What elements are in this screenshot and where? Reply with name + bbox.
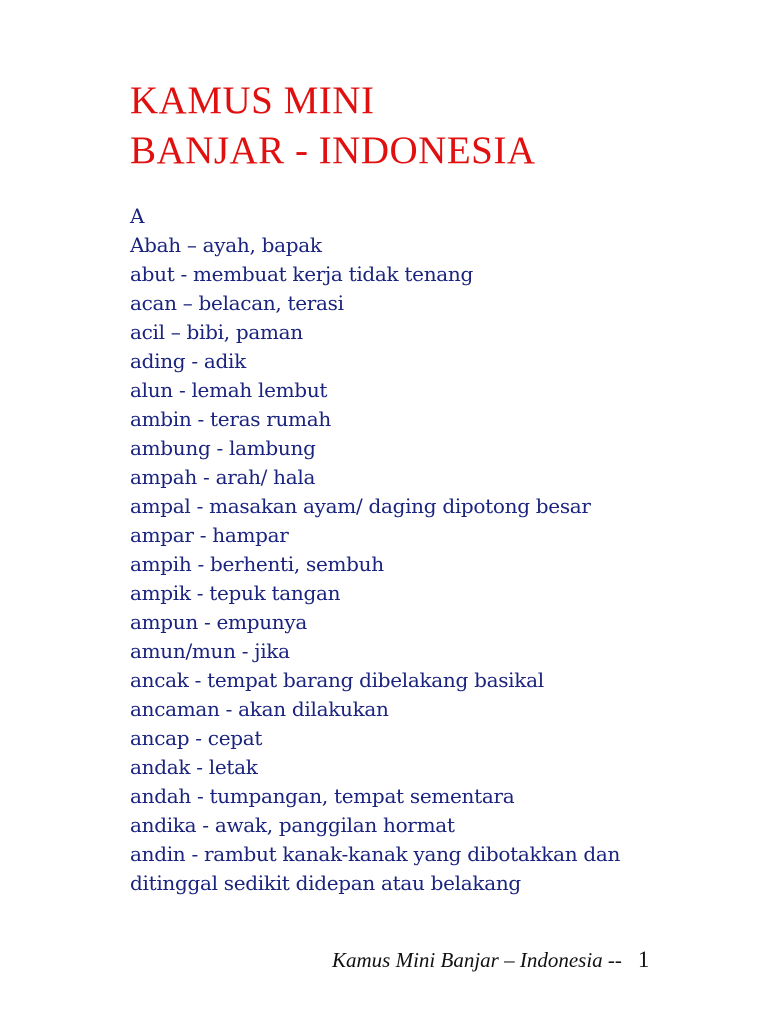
dictionary-entry: acan – belacan, terasi [130, 291, 344, 315]
dictionary-entry: ancak - tempat barang dibelakang basikal [130, 668, 544, 692]
dictionary-entry: acil – bibi, paman [130, 320, 303, 344]
page-footer [332, 947, 649, 973]
dictionary-entry: ambung - lambung [130, 436, 316, 460]
section-letter: A [130, 204, 145, 228]
title-line-1: KAMUS MINI [130, 79, 375, 122]
dictionary-entry: andika - awak, panggilan hormat [130, 813, 455, 837]
dictionary-entry: amun/mun - jika [130, 639, 290, 663]
dictionary-entry: abut - membuat kerja tidak tenang [130, 262, 473, 286]
dictionary-entry: ampih - berhenti, sembuh [130, 552, 384, 576]
dictionary-entry: ading - adik [130, 349, 246, 373]
dictionary-entry: ampik - tepuk tangan [130, 581, 341, 605]
dictionary-entry: ampah - arah/ hala [130, 465, 316, 489]
title-line-2: BANJAR - INDONESIA [130, 129, 536, 172]
dictionary-entry: ambin - teras rumah [130, 407, 331, 431]
dictionary-entry: alun - lemah lembut [130, 378, 328, 402]
dictionary-entry: ampun - empunya [130, 610, 308, 634]
dictionary-entries [130, 202, 620, 898]
footer-title: Kamus Mini Banjar – Indonesia -- [332, 948, 622, 972]
dictionary-entry: ancaman - akan dilakukan [130, 697, 389, 721]
dictionary-entry: ampar - hampar [130, 523, 289, 547]
dictionary-entry: andak - letak [130, 755, 258, 779]
dictionary-entry-continuation: ditinggal sedikit didepan atau belakang [130, 871, 521, 895]
dictionary-entry: Abah – ayah, bapak [130, 233, 322, 257]
page-title [130, 76, 536, 176]
dictionary-entry: ancap - cepat [130, 726, 263, 750]
page-number: 1 [637, 947, 650, 972]
dictionary-entry: andin - rambut kanak-kanak yang dibotakkan dan [130, 842, 621, 866]
dictionary-entry: andah - tumpangan, tempat sementara [130, 784, 515, 808]
dictionary-entry: ampal - masakan ayam/ daging dipotong besar [130, 494, 591, 518]
